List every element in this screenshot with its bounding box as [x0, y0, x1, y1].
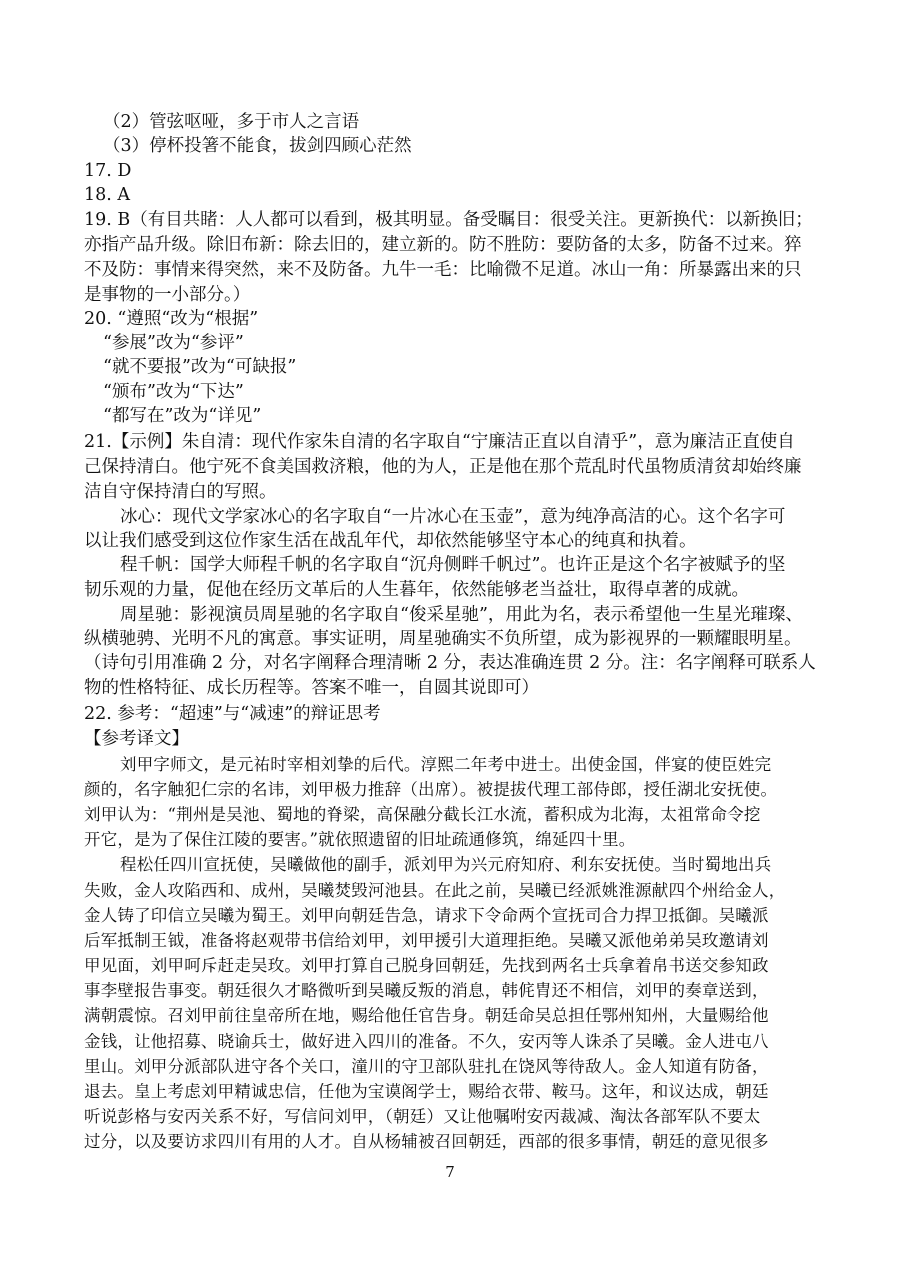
answer-line: 22. 参考：“超速”与“减速”的辩证思考: [84, 704, 381, 724]
translation-line: 后军抵制王钺，准备将赵观带书信给刘甲，刘甲援引大道理拒绝。吴曦又派他弟弟吴玫邀请刘: [84, 931, 769, 950]
translation-line: 里山。刘甲分派部队进守各个关口，潼川的守卫部队驻扎在饶风等待敌人。金人知道有防备，: [84, 1057, 769, 1076]
answer-line: 洁自守保持清白的写照。: [84, 482, 277, 502]
answer-line: 18. A: [84, 185, 131, 205]
translation-line: 退去。皇上考虑刘甲精诚忠信，任他为宝谟阁学士，赐给衣带、鞍马。这年，和议达成，朝廷: [84, 1082, 769, 1101]
translation-line: 过分，以及要访求四川有用的人才。自从杨辅被召回朝廷，西部的很多事情，朝廷的意见很多: [84, 1132, 769, 1151]
answer-line: 是事物的一小部分。）: [84, 285, 251, 305]
answer-line: 20. “遵照“改为“根据”: [84, 309, 259, 329]
page-number: 7: [445, 1163, 455, 1181]
answer-line: 冰心：现代文学家冰心的名字取自“一片冰心在玉壶”，意为纯净高洁的心。这个名字可: [120, 507, 786, 527]
translation-line: 金人铸了印信立吴曦为蜀王。刘甲向朝廷告急，请求下令命两个宣抚司合力捍卫抵御。吴曦派: [84, 906, 769, 925]
answer-line: 物的性格特征、成长历程等。答案不唯一，自圆其说即可）: [84, 678, 539, 698]
answer-line: 21.【示例】朱自清：现代作家朱自清的名字取自“宁廉洁正直以自清乎”，意为廉洁正直使自: [84, 432, 795, 452]
translation-line: 刘甲认为：“荆州是吴池、蜀地的脊梁，高保融分截长江水流，蓄积成为北海，太祖常命令挖: [84, 805, 761, 824]
translation-line: 刘甲字师文，是元祐时宰相刘挚的后代。淳熙二年考中进士。出使金国，伴宴的使臣姓完: [120, 755, 772, 774]
answer-line: 程千帆：国学大师程千帆的名字取自“沉舟侧畔千帆过”。也许正是这个名字被赋予的坚: [120, 555, 786, 575]
answer-line: 亦指产品升级。除旧布新：除去旧的，建立新的。防不胜防：要防备的太多，防备不过来。猝: [84, 235, 802, 255]
answer-line: 韧乐观的力量，促他在经历文革后的人生暮年，依然能够老当益壮，取得卓著的成就。: [84, 580, 749, 600]
answer-line: “就不要报”改为“可缺报”: [103, 357, 297, 377]
answer-line: “都写在”改为“详见”: [103, 406, 262, 426]
translation-line: 开它，是为了保住江陵的要害。”就依照遗留的旧址疏通修筑，绵延四十里。: [84, 830, 636, 849]
answer-line: （2）管弦呕哑，多于市人之言语: [103, 112, 360, 132]
translation-line: 满朝震惊。召刘甲前往皇帝所在地，赐给他任官告身。朝廷命吴总担任鄂州知州，大量赐给他: [84, 1006, 769, 1025]
translation-line: 颜的，名字触犯仁宗的名讳，刘甲极力推辞（出席）。被提拔代理工部侍郎，授任湖北安抚使。: [84, 780, 778, 799]
answer-line: “参展”改为“参评”: [103, 333, 244, 353]
translation-line: 听说彭格与安丙关系不好，写信问刘甲，（朝廷）又让他嘱咐安丙裁减、淘汰各部军队不要太: [84, 1107, 761, 1126]
answer-line: （诗句引用准确 2 分，对名字阐释合理清晰 2 分，表达准确连贯 2 分。注：名字阐释可联系人: [84, 653, 816, 673]
answer-line: 17. D: [84, 161, 132, 181]
answer-line: 19. B（有目共睹：人人都可以看到，极其明显。备受瞩目：很受关注。更新换代：以新换旧；: [84, 210, 813, 230]
translation-line: 甲见面，刘甲呵斥赶走吴玫。刘甲打算自己脱身回朝廷，先找到两名士兵拿着帛书送交参知政: [84, 956, 769, 975]
translation-line: 失败，金人攻陷西和、成州，吴曦焚毁河池县。在此之前，吴曦已经派姚淮源献四个州给金人，: [84, 881, 786, 900]
translation-line: 事李壁报告事变。朝廷很久才略微听到吴曦反叛的消息，韩侂胄还不相信，刘甲的奏章送到，: [84, 981, 769, 1000]
translation-line: 程松任四川宣抚使，吴曦做他的副手，派刘甲为兴元府知府、利东安抚使。当时蜀地出兵: [120, 855, 772, 874]
answer-line: 纵横驰骋、光明不凡的寓意。事实证明，周星驰确实不负所望，成为影视界的一颗耀眼明星。: [84, 629, 802, 649]
answer-line: 周星驰：影视演员周星驰的名字取自“俊采星驰”，用此为名，表示希望他一生星光璀璨、: [120, 605, 803, 625]
answer-line: 己保持清白。他宁死不食美国救济粮，他的为人，正是他在那个荒乱时代虽物质清贫却始终廉: [84, 457, 802, 477]
translation-line: 金钱，让他招募、晓谕兵士，做好进入四川的准备。不久，安丙等人诛杀了吴曦。金人进屯八: [84, 1032, 769, 1051]
answer-line: “颁布”改为“下达”: [103, 382, 244, 402]
section-heading: 【参考译文】: [84, 729, 189, 749]
answer-line: （3）停杯投箸不能食，拔剑四顾心茫然: [103, 136, 412, 156]
answer-line: 不及防：事情来得突然，来不及防备。九牛一毛：比喻微不足道。冰山一角：所暴露出来的只: [84, 260, 802, 280]
answer-line: 以让我们感受到这位作家生活在战乱年代，却依然能够坚守本心的纯真和执着。: [84, 531, 697, 551]
